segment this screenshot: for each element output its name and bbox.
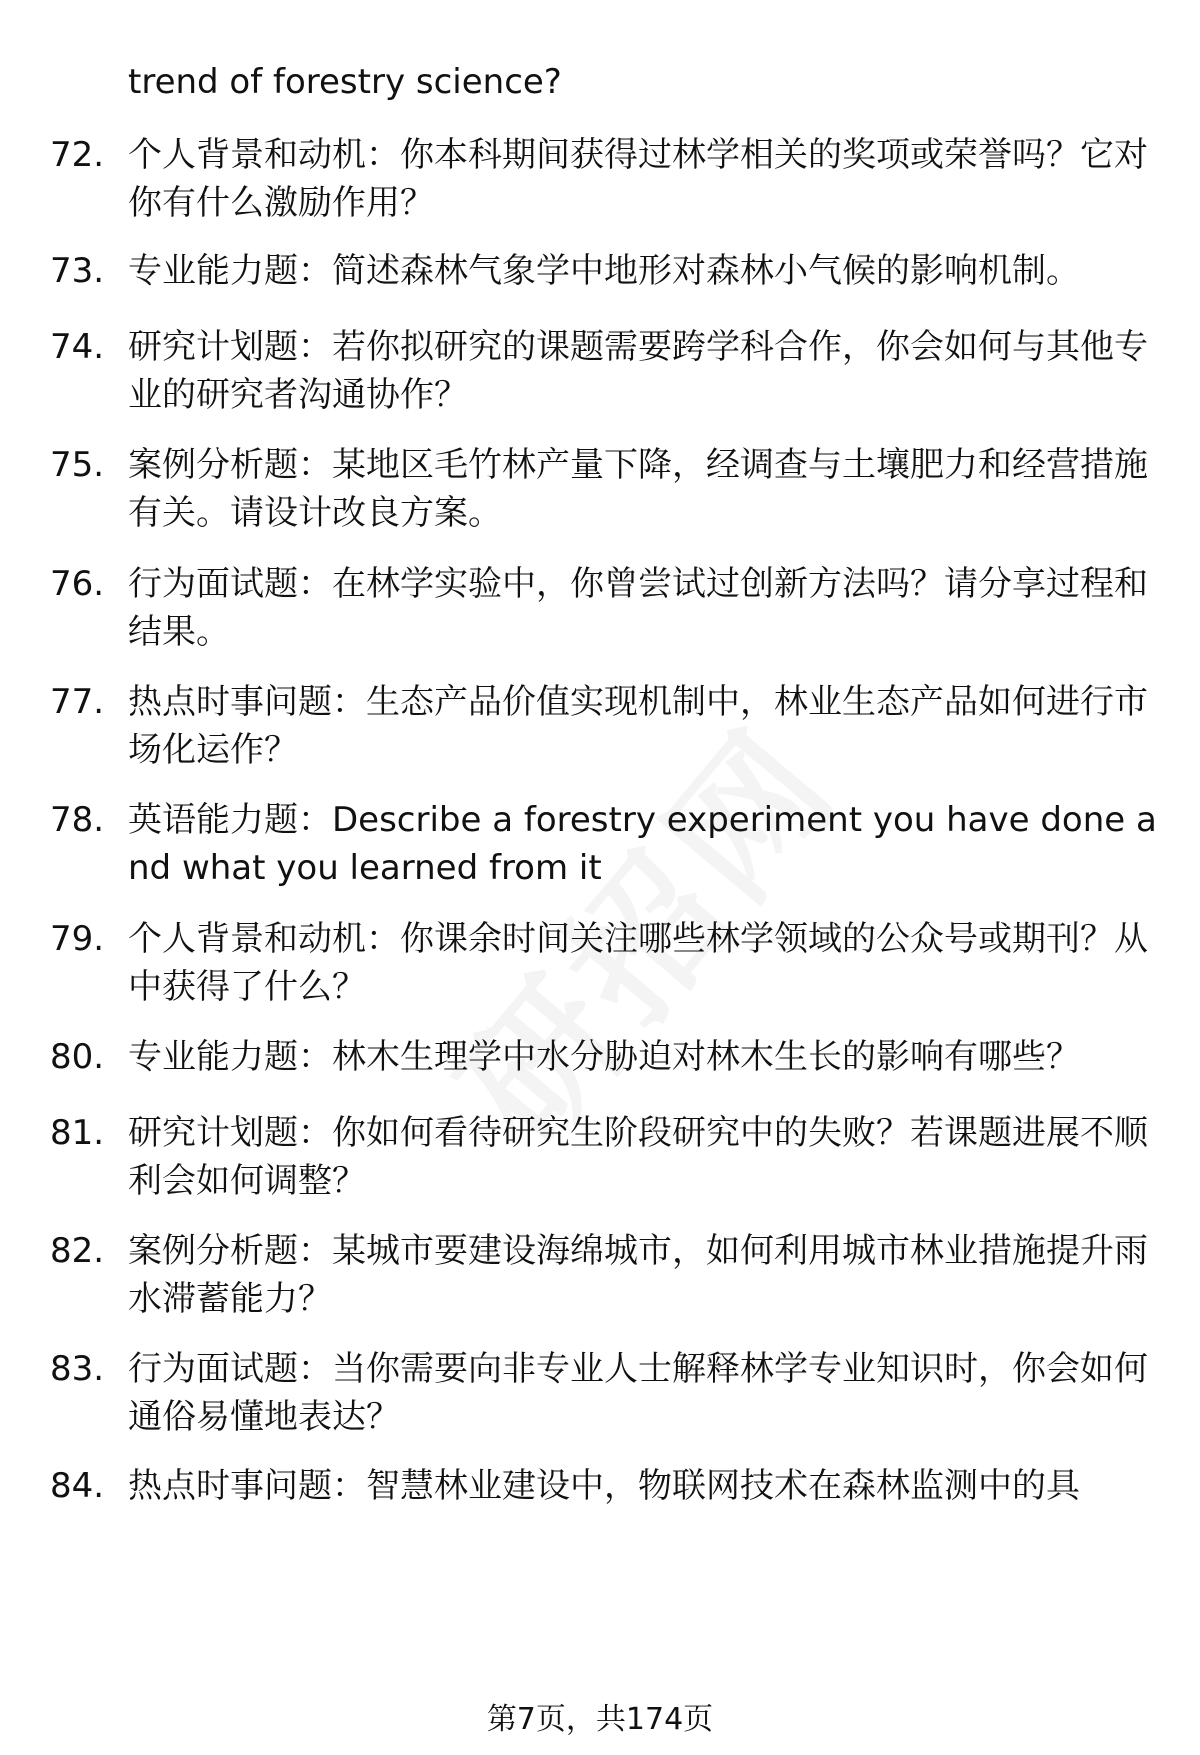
question-text: 行为面试题：当你需要向非专业人士解释林学专业知识时，你会如何通俗易懂地表达？ — [128, 1349, 1148, 1437]
question-text: 案例分析题：某城市要建设海绵城市，如何利用城市林业措施提升雨水滞蓄能力？ — [128, 1231, 1148, 1319]
question-number: 74. — [50, 327, 105, 367]
question-number: 78. — [50, 800, 105, 840]
question-text: 行为面试题：在林学实验中，你曾尝试过创新方法吗？请分享过程和结果。 — [128, 564, 1148, 652]
question-text: 热点时事问题：智慧林业建设中，物联网技术在森林监测中的具 — [128, 1466, 1080, 1506]
question-text: 专业能力题：林木生理学中水分胁迫对林木生长的影响有哪些？ — [128, 1037, 1080, 1077]
question-number: 73. — [50, 251, 105, 291]
page-footer: 第7页，共174页 — [486, 1702, 714, 1737]
question-number: 72. — [50, 135, 105, 175]
question-number: 84. — [50, 1466, 105, 1506]
question-text: 英语能力题：Describe a forestry experiment you have done and what you learned from it — [128, 800, 1157, 888]
question-text: 专业能力题：简述森林气象学中地形对森林小气候的影响机制。 — [128, 251, 1080, 291]
question-text: 研究计划题：若你拟研究的课题需要跨学科合作，你会如何与其他专业的研究者沟通协作？ — [128, 327, 1148, 415]
question-number: 79. — [50, 919, 105, 959]
question-number: 81. — [50, 1113, 105, 1153]
continuation-text: trend of forestry science? — [128, 62, 562, 102]
question-number: 77. — [50, 682, 105, 722]
question-number: 80. — [50, 1037, 105, 1077]
question-text: 个人背景和动机：你本科期间获得过林学相关的奖项或荣誉吗？它对你有什么激励作用？ — [128, 135, 1148, 223]
question-text: 个人背景和动机：你课余时间关注哪些林学领域的公众号或期刊？从中获得了什么？ — [128, 919, 1148, 1007]
question-text: 热点时事问题：生态产品价值实现机制中，林业生态产品如何进行市场化运作？ — [128, 682, 1148, 770]
question-text: 研究计划题：你如何看待研究生阶段研究中的失败？若课题进展不顺利会如何调整？ — [128, 1113, 1148, 1201]
question-number: 76. — [50, 564, 105, 604]
question-number: 75. — [50, 445, 105, 485]
question-text: 案例分析题：某地区毛竹林产量下降，经调查与土壤肥力和经营措施有关。请设计改良方案。 — [128, 445, 1148, 533]
question-number: 82. — [50, 1231, 105, 1271]
question-number: 83. — [50, 1349, 105, 1389]
